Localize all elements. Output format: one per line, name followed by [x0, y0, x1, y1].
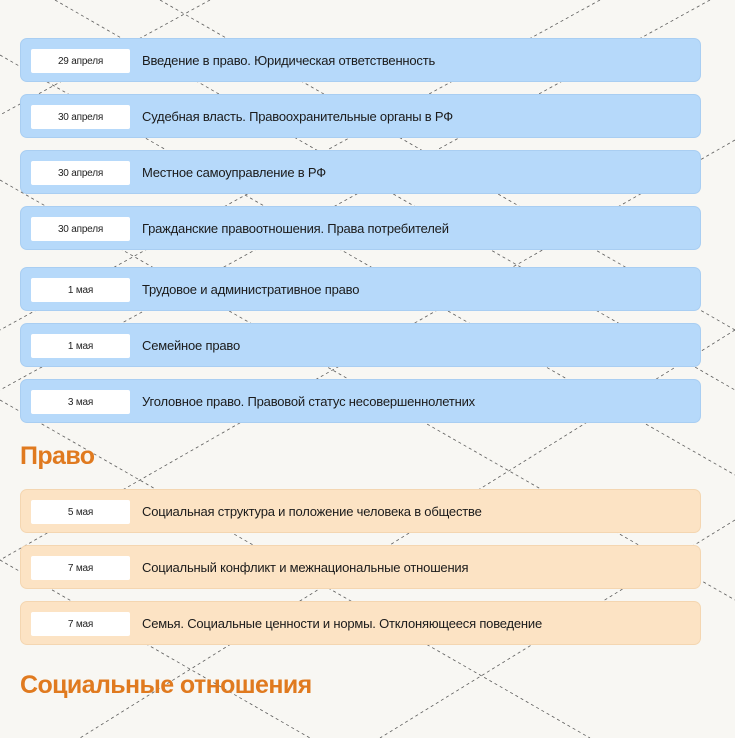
list-item: [20, 206, 701, 250]
topic-title: Гражданские правоотношения. Права потребителей: [142, 221, 449, 236]
list-item: [20, 267, 701, 311]
topic-title: Социальная структура и положение человека в обществе: [142, 504, 482, 519]
date-badge: 1 мая: [31, 334, 130, 358]
date-badge: 7 мая: [31, 556, 130, 580]
topic-title: Местное самоуправление в РФ: [142, 165, 326, 180]
list-item: [20, 489, 701, 533]
date-badge: 29 апреля: [31, 49, 130, 73]
date-badge: 30 апреля: [31, 105, 130, 129]
date-badge: 30 апреля: [31, 217, 130, 241]
topic-title: Социальный конфликт и межнациональные отношения: [142, 560, 469, 575]
date-badge: 30 апреля: [31, 161, 130, 185]
list-item: [20, 545, 701, 589]
date-badge: 3 мая: [31, 390, 130, 414]
topic-title: Семейное право: [142, 338, 240, 353]
list-item: [20, 94, 701, 138]
section-heading-law: Право: [20, 442, 95, 470]
list-item: [20, 601, 701, 645]
topic-title: Уголовное право. Правовой статус несовершеннолетних: [142, 394, 475, 409]
list-item: [20, 379, 701, 423]
section-heading-social: Социальные отношения: [20, 671, 312, 699]
list-item: [20, 323, 701, 367]
date-badge: 1 мая: [31, 278, 130, 302]
list-item: [20, 38, 701, 82]
topic-title: Судебная власть. Правоохранительные органы в РФ: [142, 109, 453, 124]
list-item: [20, 150, 701, 194]
topic-title: Трудовое и административное право: [142, 282, 360, 297]
topic-title: Введение в право. Юридическая ответственность: [142, 53, 436, 68]
topic-title: Семья. Социальные ценности и нормы. Отклоняющееся поведение: [142, 616, 542, 631]
date-badge: 5 мая: [31, 500, 130, 524]
date-badge: 7 мая: [31, 612, 130, 636]
